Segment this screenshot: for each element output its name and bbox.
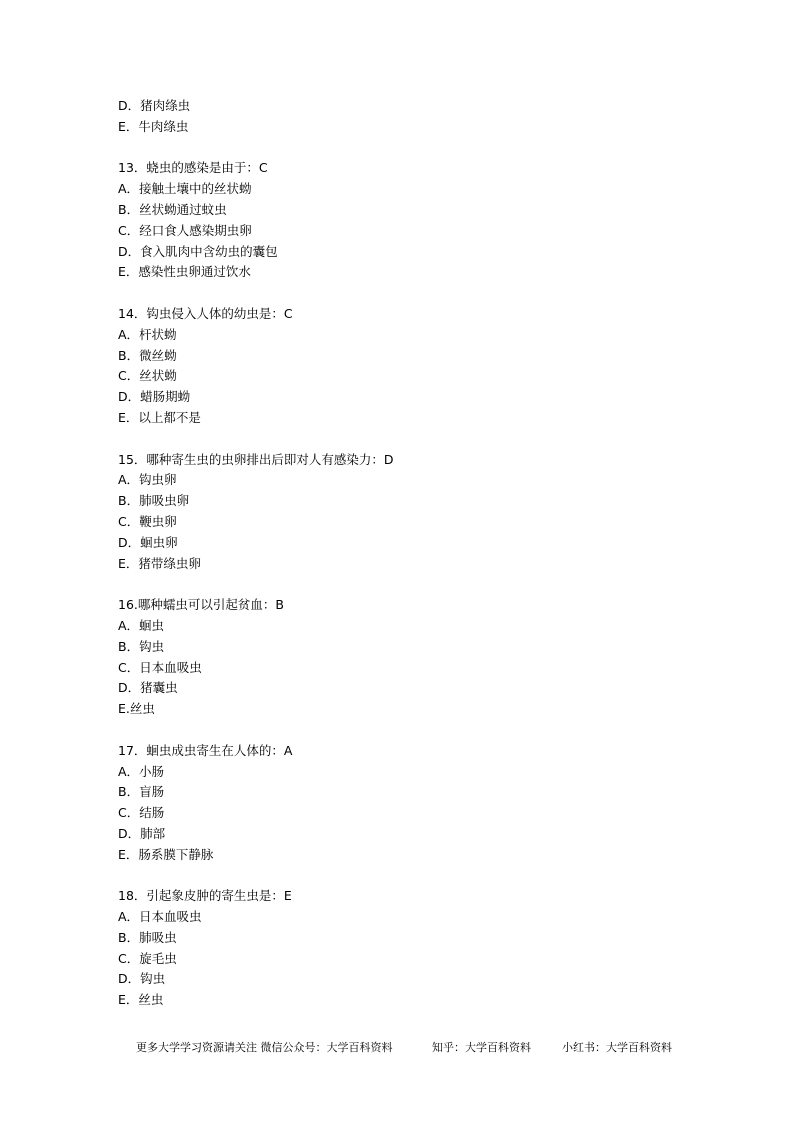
answer-option: D．猪囊虫: [118, 680, 178, 696]
answer-option: A．小肠: [118, 763, 165, 779]
footer-xiaohongshu: 小红书：大学百科资料: [562, 1041, 672, 1054]
answer-option: E.丝虫: [118, 701, 155, 717]
answer-option: A．接触土壤中的丝状蚴: [118, 181, 252, 197]
footer-zhihu: 知乎：大学百科资料: [432, 1041, 531, 1054]
answer-option: C．丝状蚴: [118, 368, 177, 384]
question-stem: 14．钩虫侵入人体的幼虫是：C: [118, 305, 293, 321]
answer-option: B．肺吸虫卵: [118, 493, 190, 509]
answer-option: A．日本血吸虫: [118, 909, 202, 925]
answer-option: B．钩虫: [118, 638, 165, 654]
answer-option: D．猪肉绦虫: [118, 98, 191, 113]
answer-option: B．丝状蚴通过蚊虫: [118, 201, 227, 217]
answer-option: A．蛔虫: [118, 617, 165, 633]
answer-option: D．食入肌肉中含幼虫的囊包: [118, 243, 278, 259]
answer-option: D．钩虫: [118, 971, 166, 987]
answer-option: E．牛肉绦虫: [118, 118, 189, 134]
answer-option: D．肺部: [118, 825, 166, 841]
answer-option: A．杆状蚴: [118, 326, 177, 342]
answer-option: D．蛔虫卵: [118, 534, 178, 550]
footer-wechat: 更多大学学习资源请关注 微信公众号：大学百科资料: [136, 1041, 393, 1054]
blank-spacer: [118, 138, 678, 159]
blank-spacer: [118, 720, 678, 741]
question-stem: 18．引起象皮肿的寄生虫是：E: [118, 888, 292, 904]
question-stem: 13．蛲虫的感染是由于：C: [118, 160, 268, 176]
question-list: [118, 96, 678, 1011]
answer-option: B．微丝蚴: [118, 347, 177, 363]
question-stem: 15．哪种寄生虫的虫卵排出后即对人有感染力：D: [118, 451, 394, 467]
answer-option: E．丝虫: [118, 992, 164, 1008]
answer-option: E．肠系膜下静脉: [118, 846, 214, 862]
answer-option: B．肺吸虫: [118, 929, 177, 945]
blank-spacer: [118, 429, 678, 450]
answer-option: E．猪带绦虫卵: [118, 555, 201, 571]
answer-option: E．感染性虫卵通过饮水: [118, 264, 251, 280]
answer-option: A．钩虫卵: [118, 472, 177, 488]
blank-spacer: [118, 865, 678, 886]
answer-option: B．盲肠: [118, 784, 165, 800]
answer-option: C．结肠: [118, 805, 165, 821]
answer-option: D．蜡肠期蚴: [118, 389, 191, 405]
answer-option: C．鞭虫卵: [118, 513, 177, 529]
question-stem: 16.哪种蠕虫可以引起贫血：B: [118, 597, 284, 613]
blank-spacer: [118, 574, 678, 595]
answer-option: E．以上都不是: [118, 409, 201, 425]
answer-option: C．经口食人感染期虫卵: [118, 222, 252, 238]
answer-option: C．旋毛虫: [118, 950, 177, 966]
question-stem: 17．蛔虫成虫寄生在人体的：A: [118, 742, 293, 758]
blank-spacer: [118, 283, 678, 304]
answer-option: C．日本血吸虫: [118, 659, 202, 675]
